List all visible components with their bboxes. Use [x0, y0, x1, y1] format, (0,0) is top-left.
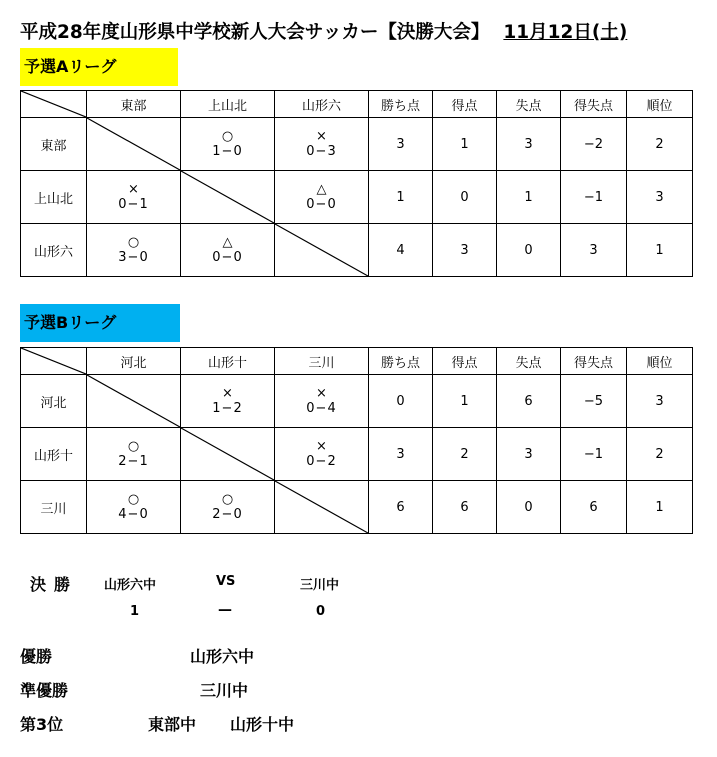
points-cell: 3: [369, 118, 433, 171]
table-row: [21, 481, 693, 534]
match-result-cell: [275, 375, 369, 428]
goal-diff-cell: 6: [561, 481, 627, 534]
result-mark: ×: [128, 182, 139, 197]
match-result-cell: [87, 428, 181, 481]
team-name: 山形十: [21, 428, 87, 481]
title-date: 11月12日(土): [503, 22, 628, 43]
result-score: 4−0: [118, 507, 149, 522]
runner-up-team: 三川中: [200, 681, 249, 700]
goal-diff-cell: 3: [561, 224, 627, 277]
header-row: [21, 91, 693, 118]
rank-cell: 2: [627, 428, 693, 481]
match-result-cell: [181, 224, 275, 277]
match-result-cell: [181, 118, 275, 171]
points-cell: 0: [369, 375, 433, 428]
goals-for-cell: 6: [433, 481, 497, 534]
rank-cell: 3: [627, 171, 693, 224]
rank-cell: 1: [627, 481, 693, 534]
self-match-cell: [275, 224, 369, 277]
self-match-cell: [87, 118, 181, 171]
result-score: 0−2: [306, 454, 337, 469]
points-cell: 4: [369, 224, 433, 277]
column-header: 三川: [275, 348, 369, 375]
self-match-cell: [181, 171, 275, 224]
result-mark: ×: [222, 386, 233, 401]
match-result-cell: [87, 171, 181, 224]
goals-against-cell: 0: [497, 481, 561, 534]
goals-for-cell: 0: [433, 171, 497, 224]
column-header: 順位: [627, 91, 693, 118]
result-score: 0−3: [306, 144, 337, 159]
column-header: 東部: [87, 91, 181, 118]
column-header: 上山北: [181, 91, 275, 118]
corner-cell: [21, 348, 87, 375]
final-match: [20, 568, 710, 628]
column-header: 山形六: [275, 91, 369, 118]
match-result-cell: [87, 224, 181, 277]
goals-against-cell: 3: [497, 428, 561, 481]
goals-against-cell: 6: [497, 375, 561, 428]
goals-for-cell: 3: [433, 224, 497, 277]
column-header: 得点: [433, 91, 497, 118]
points-cell: 1: [369, 171, 433, 224]
table-row: [21, 428, 693, 481]
result-mark: ○: [221, 492, 234, 507]
self-match-cell: [275, 481, 369, 534]
result-score: 0−1: [118, 197, 149, 212]
league-b-label: 予選Bリーグ: [20, 304, 180, 342]
result-mark: △: [222, 235, 233, 250]
rank-cell: 1: [627, 224, 693, 277]
final-vs: VS: [216, 574, 236, 589]
goals-against-cell: 1: [497, 171, 561, 224]
team-name: 三川: [21, 481, 87, 534]
table-row: [21, 118, 693, 171]
goals-against-cell: 0: [497, 224, 561, 277]
match-result-cell: [181, 481, 275, 534]
column-header: 失点: [497, 348, 561, 375]
goals-for-cell: 1: [433, 118, 497, 171]
result-score: 0−0: [212, 250, 243, 265]
final-score-1: 1: [130, 604, 140, 619]
result-mark: ×: [316, 386, 327, 401]
title-main: 平成28年度山形県中学校新人大会サッカー【決勝大会】: [20, 22, 490, 43]
points-cell: 6: [369, 481, 433, 534]
self-match-cell: [87, 375, 181, 428]
table-row: [21, 224, 693, 277]
champion-label: 優勝: [20, 647, 53, 666]
result-score: 0−4: [306, 401, 337, 416]
header-row: [21, 348, 693, 375]
column-header: 得点: [433, 348, 497, 375]
result-mark: ○: [221, 129, 234, 144]
league-a-table: [20, 90, 693, 277]
column-header: 失点: [497, 91, 561, 118]
result-score: 3−0: [118, 250, 149, 265]
team-name: 山形六: [21, 224, 87, 277]
self-match-cell: [181, 428, 275, 481]
column-header: 得失点: [561, 348, 627, 375]
column-header: 山形十: [181, 348, 275, 375]
champion-team: 山形六中: [190, 647, 255, 666]
column-header: 得失点: [561, 91, 627, 118]
result-mark: ○: [127, 235, 140, 250]
corner-cell: [21, 91, 87, 118]
goals-for-cell: 1: [433, 375, 497, 428]
column-header: 勝ち点: [369, 348, 433, 375]
match-result-cell: [87, 481, 181, 534]
result-mark: ×: [316, 439, 327, 454]
third-place-label: 第3位: [20, 715, 64, 734]
result-mark: △: [316, 182, 327, 197]
team-name: 東部: [21, 118, 87, 171]
final-score-2: 0: [316, 604, 326, 619]
final-team-2: 三川中: [300, 578, 340, 593]
page-title: [20, 20, 710, 46]
team-name: 上山北: [21, 171, 87, 224]
rank-cell: 2: [627, 118, 693, 171]
goal-diff-cell: −5: [561, 375, 627, 428]
league-a-label: 予選Aリーグ: [20, 48, 178, 86]
goal-diff-cell: −1: [561, 171, 627, 224]
result-score: 1−0: [212, 144, 243, 159]
goal-diff-cell: −1: [561, 428, 627, 481]
final-score-dash: —: [218, 602, 232, 618]
rank-cell: 3: [627, 375, 693, 428]
final-label: 決勝: [30, 575, 79, 594]
match-result-cell: [275, 118, 369, 171]
result-score: 2−1: [118, 454, 149, 469]
result-mark: ×: [316, 129, 327, 144]
column-header: 順位: [627, 348, 693, 375]
column-header: 勝ち点: [369, 91, 433, 118]
final-team-1: 山形六中: [104, 578, 157, 593]
goals-for-cell: 2: [433, 428, 497, 481]
match-result-cell: [275, 171, 369, 224]
column-header: 河北: [87, 348, 181, 375]
third-place-team-2: 山形十中: [230, 715, 295, 734]
league-b-table: [20, 347, 693, 534]
team-name: 河北: [21, 375, 87, 428]
table-row: [21, 375, 693, 428]
points-cell: 3: [369, 428, 433, 481]
result-score: 0−0: [306, 197, 337, 212]
table-row: [21, 171, 693, 224]
result-score: 1−2: [212, 401, 243, 416]
result-mark: ○: [127, 439, 140, 454]
match-result-cell: [181, 375, 275, 428]
third-place-team-1: 東部中: [148, 715, 197, 734]
result-score: 2−0: [212, 507, 243, 522]
match-result-cell: [275, 428, 369, 481]
goals-against-cell: 3: [497, 118, 561, 171]
result-mark: ○: [127, 492, 140, 507]
goal-diff-cell: −2: [561, 118, 627, 171]
runner-up-label: 準優勝: [20, 681, 69, 700]
